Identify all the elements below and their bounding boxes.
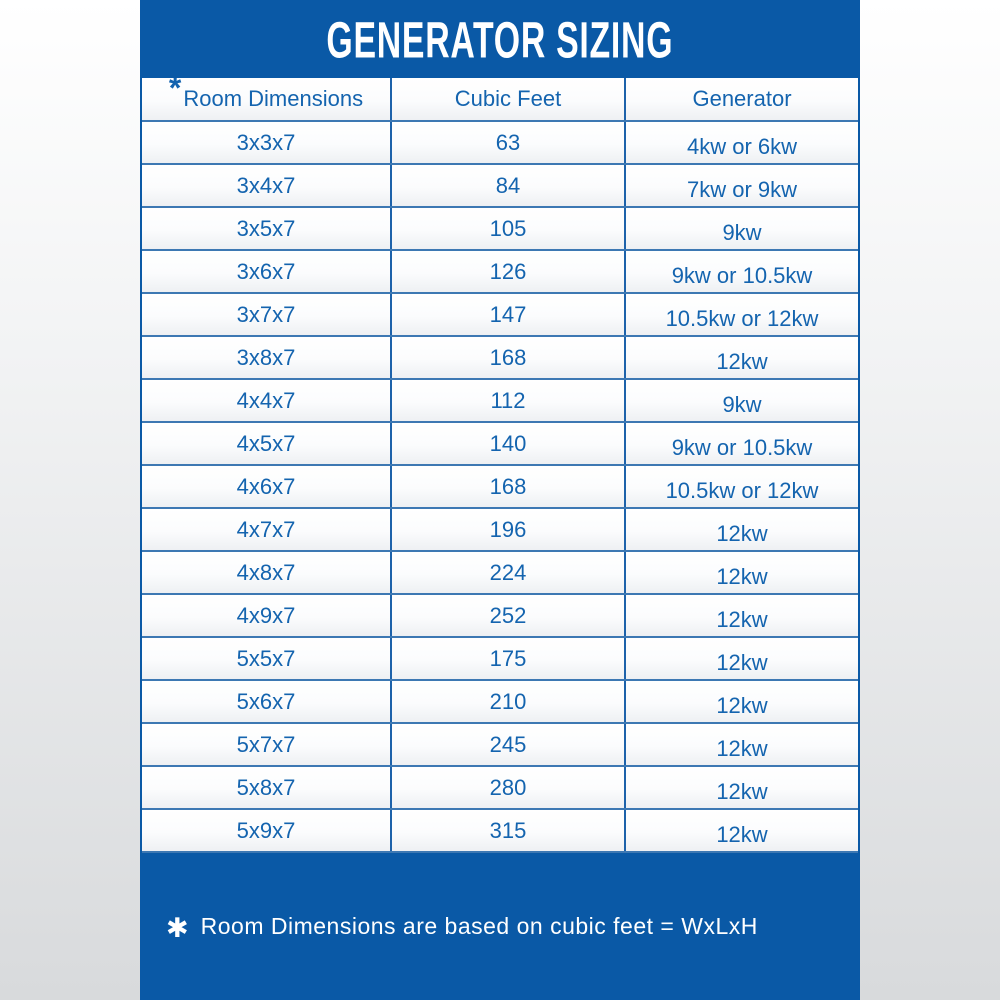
cubic-feet-cell: 63: [391, 121, 625, 164]
generator-cell: 12kw: [625, 637, 858, 680]
cubic-feet-cell: 112: [391, 379, 625, 422]
room-dimensions-cell: 3x8x7: [142, 336, 391, 379]
generator-cell: 12kw: [625, 551, 858, 594]
cubic-feet-cell: 168: [391, 465, 625, 508]
cubic-feet-cell: 252: [391, 594, 625, 637]
room-dimensions-cell: 4x6x7: [142, 465, 391, 508]
table-row: [142, 465, 858, 508]
cubic-feet-cell: 196: [391, 508, 625, 551]
generator-cell: 12kw: [625, 508, 858, 551]
table-row: [142, 336, 858, 379]
room-dimensions-cell: 4x9x7: [142, 594, 391, 637]
footnote: [140, 853, 860, 1000]
column-header-cubic-feet: [391, 78, 625, 121]
generator-cell: 9kw: [625, 379, 858, 422]
generator-cell: 9kw: [625, 207, 858, 250]
column-header-room-dimensions: [142, 78, 391, 121]
generator-sizing-panel: [140, 0, 860, 1000]
table-row: [142, 594, 858, 637]
cubic-feet-cell: 147: [391, 293, 625, 336]
cubic-feet-cell: 126: [391, 250, 625, 293]
generator-cell: 12kw: [625, 809, 858, 852]
table-row: [142, 164, 858, 207]
page-title: GENERATOR SIZING: [326, 10, 674, 68]
column-header-label: Generator: [692, 86, 792, 111]
cubic-feet-cell: 210: [391, 680, 625, 723]
column-header-generator: [625, 78, 858, 121]
table-row: [142, 121, 858, 164]
room-dimensions-cell: 4x8x7: [142, 551, 391, 594]
room-dimensions-cell: 5x5x7: [142, 637, 391, 680]
table-header-row: [142, 78, 858, 121]
column-header-label: Cubic Feet: [454, 86, 562, 111]
cubic-feet-cell: 140: [391, 422, 625, 465]
table-row: [142, 508, 858, 551]
generator-cell: 4kw or 6kw: [625, 121, 858, 164]
generator-sizing-table: [142, 78, 858, 853]
table-row: [142, 637, 858, 680]
cubic-feet-cell: 105: [391, 207, 625, 250]
table-row: [142, 766, 858, 809]
table-row: [142, 379, 858, 422]
title-band: [140, 0, 860, 78]
room-dimensions-cell: 5x8x7: [142, 766, 391, 809]
table-row: [142, 809, 858, 852]
cubic-feet-cell: 224: [391, 551, 625, 594]
generator-cell: 12kw: [625, 336, 858, 379]
generator-cell: 9kw or 10.5kw: [625, 250, 858, 293]
generator-cell: 10.5kw or 12kw: [625, 465, 858, 508]
room-dimensions-cell: 3x4x7: [142, 164, 391, 207]
generator-cell: 12kw: [625, 766, 858, 809]
table-row: [142, 551, 858, 594]
room-dimensions-cell: 4x4x7: [142, 379, 391, 422]
asterisk-mark: ✱: [166, 913, 189, 943]
cubic-feet-cell: 280: [391, 766, 625, 809]
table-row: [142, 680, 858, 723]
footnote-text: Room Dimensions are based on cubic feet = WxLxH: [200, 913, 758, 939]
cubic-feet-cell: 175: [391, 637, 625, 680]
room-dimensions-cell: 5x9x7: [142, 809, 391, 852]
room-dimensions-cell: 3x7x7: [142, 293, 391, 336]
generator-cell: 7kw or 9kw: [625, 164, 858, 207]
room-dimensions-cell: 4x7x7: [142, 508, 391, 551]
generator-cell: 10.5kw or 12kw: [625, 293, 858, 336]
room-dimensions-cell: 5x7x7: [142, 723, 391, 766]
room-dimensions-cell: 4x5x7: [142, 422, 391, 465]
room-dimensions-cell: 3x5x7: [142, 207, 391, 250]
asterisk-mark: *: [168, 78, 182, 106]
room-dimensions-cell: 5x6x7: [142, 680, 391, 723]
cubic-feet-cell: 245: [391, 723, 625, 766]
cubic-feet-cell: 84: [391, 164, 625, 207]
cubic-feet-cell: 168: [391, 336, 625, 379]
table-row: [142, 250, 858, 293]
room-dimensions-cell: 3x6x7: [142, 250, 391, 293]
room-dimensions-cell: 3x3x7: [142, 121, 391, 164]
generator-cell: 9kw or 10.5kw: [625, 422, 858, 465]
cubic-feet-cell: 315: [391, 809, 625, 852]
table-row: [142, 723, 858, 766]
column-header-label: Room Dimensions: [183, 86, 364, 111]
table-body: [142, 121, 858, 852]
generator-cell: 12kw: [625, 594, 858, 637]
generator-cell: 12kw: [625, 680, 858, 723]
generator-cell: 12kw: [625, 723, 858, 766]
table-row: [142, 422, 858, 465]
table-row: [142, 293, 858, 336]
table-row: [142, 207, 858, 250]
